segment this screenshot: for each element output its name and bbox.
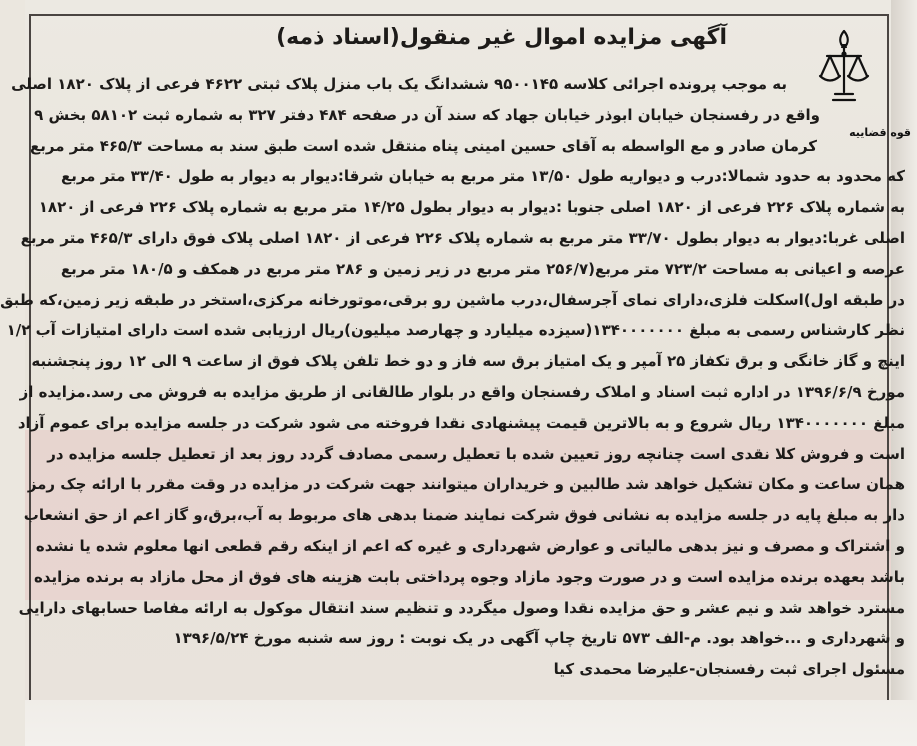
- notice-line-10: اینچ و گاز خانگی و برق تکفاز ۲۵ آمپر و یک امتیاز برق سه فاز و دو خط تلفن پلاک فوق از ساعت ۹ الی ۱۲ روز پنجشنبه: [31, 352, 905, 371]
- notice-line-12: مبلغ ۱۳۴۰۰۰۰۰۰۰ ریال شروع و به بالاترین قیمت پیشنهادی نقدا فروخته می شود شرکت در جلسه مزایده برای عموم آزاد: [17, 413, 905, 432]
- notice-line-1: به موجب پرونده اجرائی کلاسه ۹۵۰۰۱۴۵ ششدانگ یک باب منزل پلاک ثبتی ۴۶۲۲ فرعی از پلاک ۱۸۲۰ اصلی: [11, 75, 787, 93]
- notice-line-9: نظر کارشناس رسمی به مبلغ ۱۳۴۰۰۰۰۰۰۰(سیزده میلیارد و چهارصد میلیون)ریال ارزیابی شده است دارای امتیازات آب ۱/۲: [6, 321, 905, 340]
- notice-line-20: مسئول اجرای ثبت رفسنجان-علیرضا محمدی کیا: [553, 660, 905, 679]
- notice-line-18: مسترد خواهد شد و نیم عشر و حق مزایده نقدا وصول میگردد و تنظیم سند انتقال موکول به ارائه مفاصا حسابهای دارایی: [18, 598, 905, 617]
- notice-title: آگهی مزایده اموال غیر منقول(اسناد ذمه): [276, 25, 727, 50]
- notice-line-16: و اشتراک و مصرف و نیز بدهی مالیاتی و عوارض شهرداری و غیره که اعم از اینکه رقم قطعی انها معلوم شده یا نشده: [35, 536, 905, 555]
- notice-line-19: و شهرداری و ...خواهد بود. م-الف ۵۷۳ تاریخ چاپ آگهی در یک نوبت : روز سه شنبه مورخ ۱۳۹۶/۵/۲۴: [173, 629, 905, 648]
- page-footer-blank: [25, 700, 917, 746]
- notice-line-7: عرصه و اعیانی به مساحت ۷۲۳/۲ متر مربع(۲۵۶/۷ متر مربع در زیر زمین و ۲۸۶ متر مربع در همکف و ۱۸۰/۵ متر مربع: [60, 259, 905, 278]
- notice-line-17: باشد بعهده برنده مزایده است و در صورت وجود مازاد وجوه پرداختی بابت هزینه های فوق از محل مازاد به برنده مزایده: [33, 567, 905, 586]
- brand-text: قوه قضاییه: [849, 126, 911, 139]
- notice-body: [0, 69, 905, 685]
- notice-line-15: دار به مبلغ پایه در جلسه مزایده به نشانی فوق شرکت نمایند ضمنا بدهی های مربوط به آب،برق،و گاز اعم از حق انشعاب: [23, 506, 905, 525]
- notice-line-3: کرمان صادر و مع الواسطه به آقای حسین امینی پناه منتقل شده است طبق سند به مساحت ۴۶۵/۳ متر مربع: [30, 136, 817, 155]
- notice-line-5: به شماره پلاک ۲۲۶ فرعی از ۱۸۲۰ اصلی جنوبا :دیوار به دیوار بطول ۱۴/۲۵ متر مربع به شماره پلاک ۲۲۶ فرعی از ۱۸۲۰: [38, 198, 905, 217]
- notice-line-2: واقع در رفسنجان خیابان ابوذر خیابان جهاد که سند آن در صفحه ۴۸۴ دفتر ۳۲۷ به شماره ثبت ۵۸۱۰۲ بخش ۹: [34, 105, 820, 124]
- notice-line-6: اصلی غربا:دیوار به دیوار بطول ۳۳/۷۰ متر مربع به شماره پلاک ۲۲۶ فرعی از ۱۸۲۰ اصلی پلاک فوق دارای ۴۶۵/۳ متر مربع: [20, 228, 905, 247]
- notice-line-8: در طبقه اول)اسکلت فلزی،دارای نمای آجرسفال،درب ماشین رو برقی،موتورخانه مرکزی،استخر در طبقه زیر زمین،که طبق: [0, 290, 905, 309]
- notice-line-4: که محدود به حدود شمالا:درب و دیواریه طول ۱۳/۵۰ متر مربع به خیابان شرقا:دیوار به دیوار به طول ۳۳/۴۰ متر مربع: [60, 167, 905, 186]
- notice-line-11: مورخ ۱۳۹۶/۶/۹ در اداره ثبت اسناد و املاک رفسنجان واقع در بلوار طالقانی از طریق مزایده به فروش می رسد.مزایده از: [19, 382, 905, 401]
- notice-line-14: همان ساعت و مکان تشکیل خواهد شد طالبین و خریداران میتوانند جهت شرکت در مزایده در وقت مقرر با ارائه چک رمز: [27, 475, 905, 494]
- notice-line-13: است و فروش کلا نقدی است چنانچه روز تعیین شده با تعطیل رسمی مصادف گردد روز بعد از تعطیل جلسه مزایده در: [47, 444, 905, 463]
